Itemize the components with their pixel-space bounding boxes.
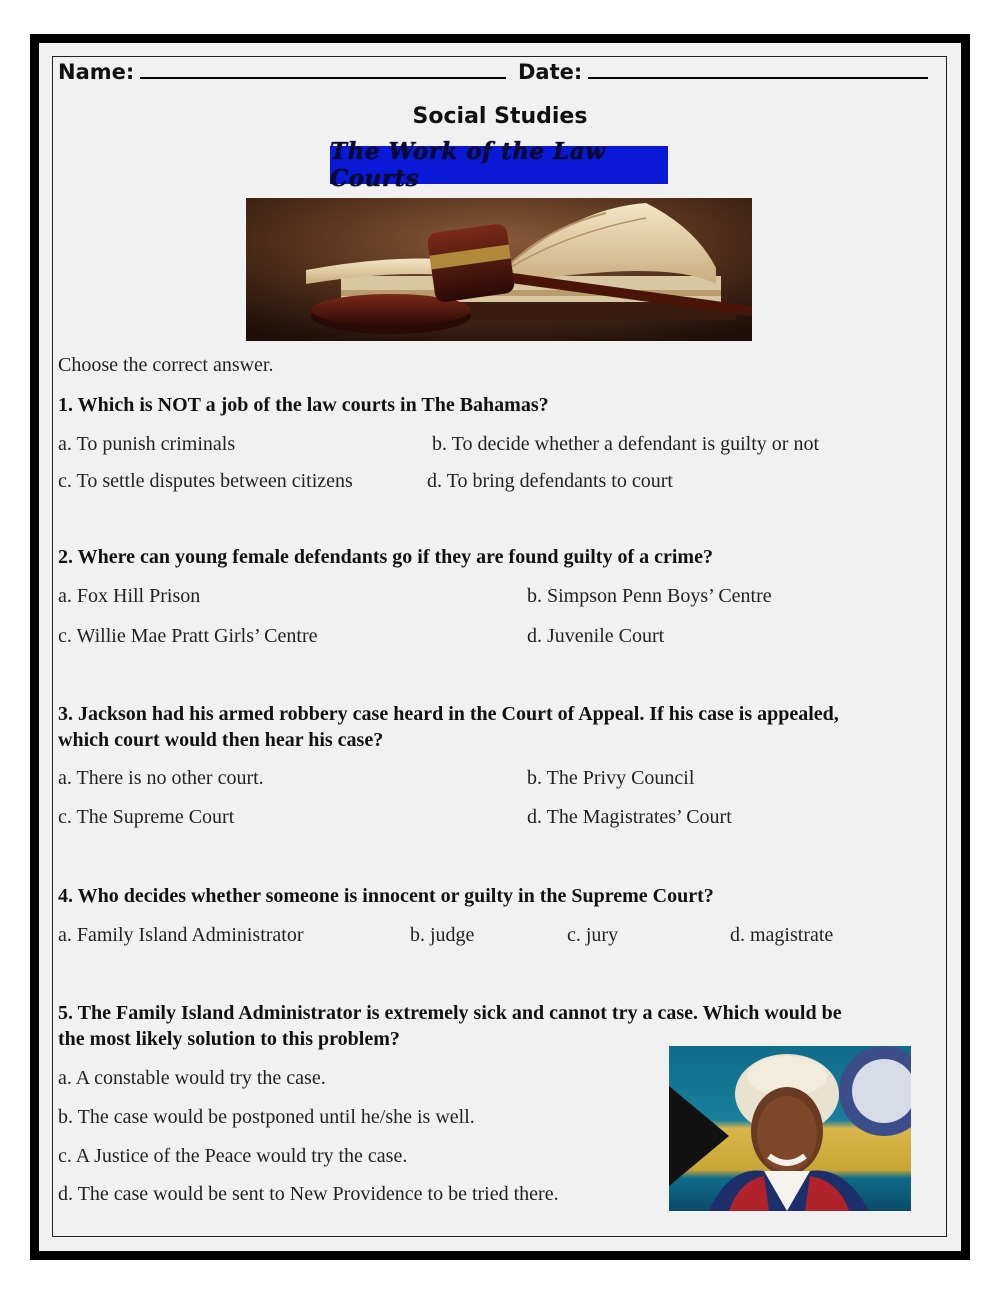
question-5-option-a[interactable]: a. A constable would try the case. <box>58 1067 326 1089</box>
subject-heading: Social Studies <box>412 104 588 129</box>
question-1-option-d[interactable]: d. To bring defendants to court <box>427 470 673 492</box>
question-5-text-line-1: 5. The Family Island Administrator is extremely sick and cannot try a case. Which would be <box>58 1002 842 1024</box>
question-3-option-d[interactable]: d. The Magistrates’ Court <box>527 806 732 828</box>
name-label: Name: <box>58 60 135 84</box>
name-field[interactable] <box>58 60 506 84</box>
date-field[interactable] <box>518 60 928 84</box>
question-5-option-d[interactable]: d. The case would be sent to New Providence to be tried there. <box>58 1183 559 1205</box>
question-2-text: 2. Where can young female defendants go if they are found guilty of a crime? <box>58 546 713 568</box>
question-2-option-c[interactable]: c. Willie Mae Pratt Girls’ Centre <box>58 625 318 647</box>
question-4-option-a[interactable]: a. Family Island Administrator <box>58 924 304 946</box>
gavel-book-image <box>246 198 752 341</box>
question-5-option-c[interactable]: c. A Justice of the Peace would try the case. <box>58 1145 408 1167</box>
title-banner <box>330 138 668 192</box>
question-1-option-c[interactable]: c. To settle disputes between citizens <box>58 470 353 492</box>
name-blank-line[interactable] <box>140 77 506 79</box>
question-3-option-a[interactable]: a. There is no other court. <box>58 767 264 789</box>
question-5-option-b[interactable]: b. The case would be postponed until he/she is well. <box>58 1106 475 1128</box>
question-1-option-b[interactable]: b. To decide whether a defendant is guilty or not <box>432 433 820 455</box>
date-blank-line[interactable] <box>588 77 928 79</box>
question-2-option-a[interactable]: a. Fox Hill Prison <box>58 585 201 607</box>
question-4-option-d[interactable]: d. magistrate <box>730 924 834 946</box>
question-3-option-b[interactable]: b. The Privy Council <box>527 767 695 789</box>
instructions-text: Choose the correct answer. <box>58 354 274 376</box>
question-3-option-c[interactable]: c. The Supreme Court <box>58 806 235 828</box>
worksheet-title: The Work of the Law Courts <box>330 138 606 192</box>
question-3-text-line-2: which court would then hear his case? <box>58 729 384 751</box>
question-5-text-line-2: the most likely solution to this problem? <box>58 1028 400 1050</box>
date-label: Date: <box>518 60 583 84</box>
question-2-option-b[interactable]: b. Simpson Penn Boys’ Centre <box>527 585 772 607</box>
judge-photo <box>669 1046 911 1211</box>
question-4-option-b[interactable]: b. judge <box>410 924 475 946</box>
question-4-text: 4. Who decides whether someone is innocent or guilty in the Supreme Court? <box>58 885 714 907</box>
question-2-option-d[interactable]: d. Juvenile Court <box>527 625 665 647</box>
question-1-option-a[interactable]: a. To punish criminals <box>58 433 236 455</box>
question-1-text: 1. Which is NOT a job of the law courts in The Bahamas? <box>58 394 549 416</box>
question-3-text-line-1: 3. Jackson had his armed robbery case heard in the Court of Appeal. If his case is appealed, <box>58 703 839 725</box>
question-4-option-c[interactable]: c. jury <box>567 924 619 946</box>
